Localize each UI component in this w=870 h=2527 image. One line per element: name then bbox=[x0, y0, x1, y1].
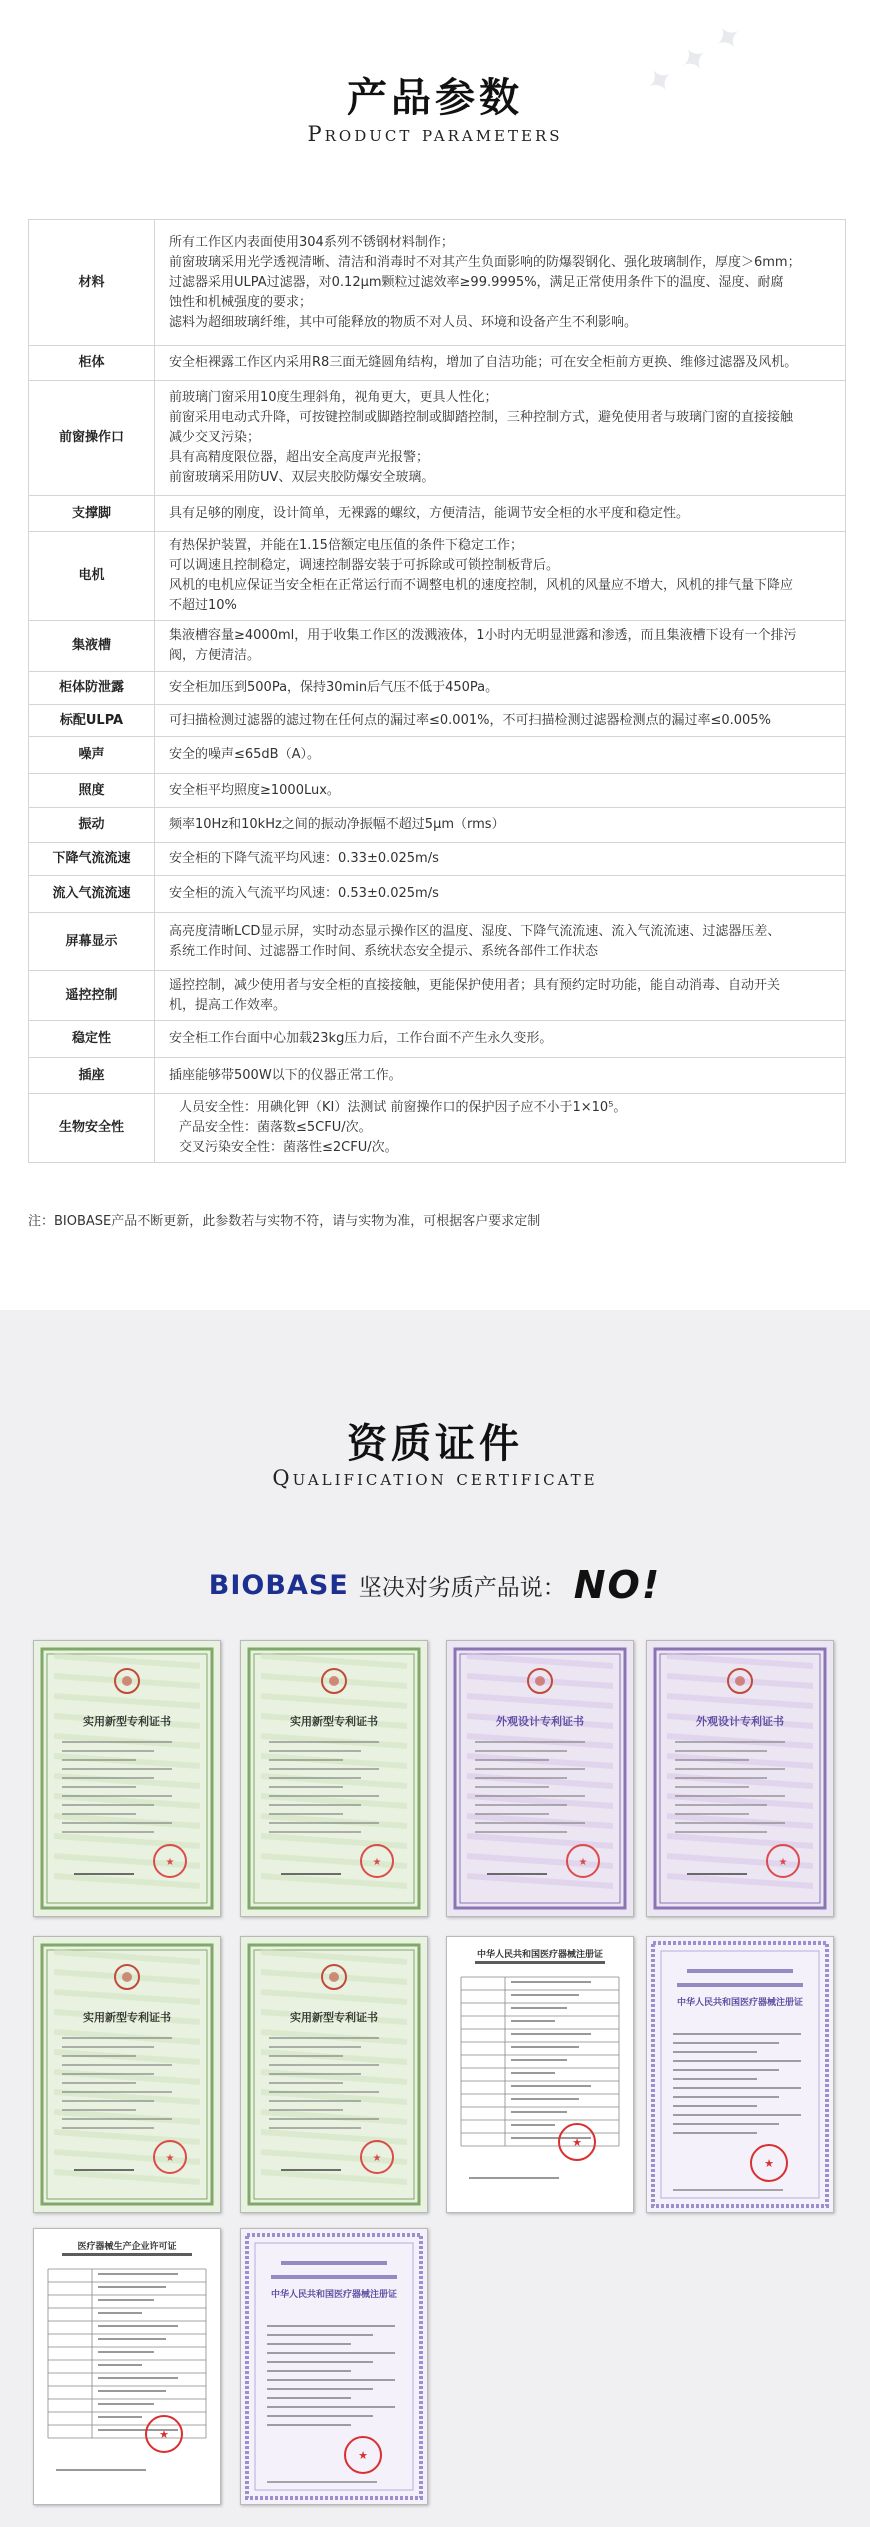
params-row-value bbox=[155, 876, 846, 913]
params-value-line: 产品安全性：菌落数≤5CFU/次。 bbox=[179, 1120, 372, 1135]
params-row bbox=[29, 913, 846, 971]
params-row-value bbox=[155, 346, 846, 381]
brand-logo: BIOBASE bbox=[208, 1569, 349, 1601]
slogan-text: 坚决对劣质产品说： bbox=[358, 1574, 566, 1601]
params-row-value bbox=[155, 496, 846, 532]
params-row bbox=[29, 1058, 846, 1094]
certificate-image bbox=[646, 1936, 834, 2213]
params-value-line: 可以调速且控制稳定，调速控制器安装于可拆除或可锁控制板背后。 bbox=[169, 558, 560, 573]
svg-text:★: ★ bbox=[358, 2449, 368, 2462]
params-row-label: 稳定性 bbox=[29, 1021, 155, 1058]
params-row-value bbox=[155, 843, 846, 876]
params-value-line: 遥控控制，减少使用者与安全柜的直接接触，更能保护使用者；具有预约定时功能，能自动消毒、自动开关 bbox=[169, 977, 781, 993]
params-row-label: 集液槽 bbox=[29, 621, 155, 672]
params-row-label: 流入气流流速 bbox=[29, 876, 155, 913]
params-row-label: 插座 bbox=[29, 1058, 155, 1094]
params-row-label: 电机 bbox=[29, 532, 155, 621]
params-row-label: 振动 bbox=[29, 808, 155, 843]
certificate-title: 外观设计专利证书 bbox=[496, 1715, 584, 1728]
params-row bbox=[29, 496, 846, 532]
params-value-line: 安全柜加压到500Pa，保持30min后气压不低于450Pa。 bbox=[169, 680, 499, 695]
params-row-value bbox=[155, 774, 846, 808]
params-row-value bbox=[155, 672, 846, 705]
params-row-label: 生物安全性 bbox=[29, 1094, 155, 1163]
params-value-line: 人员安全性：用碘化钾（KI）法测试 前窗操作口的保护因子应不小于1×10⁵。 bbox=[179, 1100, 627, 1115]
params-value-line: 机，提高工作效率。 bbox=[169, 997, 287, 1013]
svg-text:★: ★ bbox=[165, 1857, 175, 1868]
params-row-value bbox=[155, 737, 846, 774]
params-subtitle: Product parameters bbox=[307, 122, 563, 146]
certificate-title: 医疗器械生产企业许可证 bbox=[77, 2242, 177, 2252]
params-value-line: 频率10Hz和10kHz之间的振动净振幅不超过5μm（rms） bbox=[169, 817, 505, 832]
params-row bbox=[29, 774, 846, 808]
params-value-line: 安全柜的流入气流平均风速：0.53±0.025m/s bbox=[169, 886, 439, 901]
cert-title: 资质证件 bbox=[347, 1421, 523, 1467]
params-value-line: 前窗玻璃采用光学透视清晰、清洁和消毒时不对其产生负面影响的防爆裂钢化、强化玻璃制作，厚度＞6mm； bbox=[169, 254, 801, 270]
params-row bbox=[29, 705, 846, 737]
svg-text:★: ★ bbox=[764, 2157, 774, 2170]
params-row-value bbox=[155, 971, 846, 1021]
params-row-value bbox=[155, 705, 846, 737]
certificate-image bbox=[33, 1640, 221, 1917]
svg-text:★: ★ bbox=[372, 2153, 382, 2164]
certificate-title: 实用新型专利证书 bbox=[290, 1715, 378, 1728]
cert-subtitle: Qualification certificate bbox=[272, 1466, 598, 1490]
params-row bbox=[29, 971, 846, 1021]
params-row-value bbox=[155, 532, 846, 621]
certificate-title: 中华人民共和国医疗器械注册证 bbox=[270, 2290, 397, 2300]
params-value-line: 安全柜平均照度≥1000Lux。 bbox=[169, 782, 340, 798]
params-value-line: 安全柜的下降气流平均风速：0.33±0.025m/s bbox=[169, 851, 439, 866]
params-note: 注：BIOBASE产品不断更新，此参数若与实物不符，请与实物为准，可根据客户要求定制 bbox=[28, 1214, 541, 1229]
params-row-value bbox=[155, 381, 846, 496]
params-row bbox=[29, 672, 846, 705]
params-value-line: 阀，方便清洁。 bbox=[169, 648, 261, 663]
params-row bbox=[29, 808, 846, 843]
certificate-image bbox=[33, 2228, 221, 2505]
params-value-line: 前窗采用电动式升降，可按键控制或脚踏控制或脚踏控制，三种控制方式，避免使用者与玻璃门窗的直接接触 bbox=[169, 410, 794, 425]
params-value-line: 安全柜工作台面中心加载23kg压力后，工作台面不产生永久变形。 bbox=[169, 1031, 553, 1046]
certificate-title: 中华人民共和国医疗器械注册证 bbox=[676, 1998, 803, 2008]
params-value-line: 减少交叉污染； bbox=[169, 430, 261, 445]
params-row-label: 屏幕显示 bbox=[29, 913, 155, 971]
svg-text:★: ★ bbox=[578, 1857, 588, 1868]
certificate-title: 实用新型专利证书 bbox=[290, 2011, 378, 2024]
params-row bbox=[29, 346, 846, 381]
certificate-image bbox=[240, 2228, 428, 2505]
certificate-image bbox=[446, 1640, 634, 1917]
params-row-label: 噪声 bbox=[29, 737, 155, 774]
params-value-line: 交叉污染安全性：菌落性≤2CFU/次。 bbox=[179, 1140, 398, 1155]
params-table bbox=[28, 219, 846, 1163]
params-row-label: 标配ULPA bbox=[29, 705, 155, 737]
params-value-line: 风机的电机应保证当安全柜在正常运行而不调整电机的速度控制，风机的风量应不增大，风机的排气量下降应 bbox=[169, 578, 794, 593]
params-value-line: 高亮度清晰LCD显示屏，实时动态显示操作区的温度、湿度、下降气流流速、流入气流流速、过滤器压差、 bbox=[169, 923, 781, 939]
svg-text:★: ★ bbox=[572, 2136, 582, 2149]
certificate-image bbox=[646, 1640, 834, 1917]
params-row-value bbox=[155, 808, 846, 843]
slogan-no: NO! bbox=[573, 1563, 662, 1607]
certificate-image bbox=[33, 1936, 221, 2213]
params-row-value bbox=[155, 1058, 846, 1094]
params-value-line: 具有高精度限位器，超出安全高度声光报警； bbox=[169, 450, 430, 465]
params-row-value bbox=[155, 1021, 846, 1058]
params-value-line: 系统工作时间、过滤器工作时间、系统状态安全提示、系统各部件工作状态 bbox=[169, 943, 599, 959]
params-value-line: 集液槽容量≥4000ml，用于收集工作区的泼溅液体，1小时内无明显泄露和渗透，而且集液槽下设有一个排污 bbox=[169, 628, 797, 643]
params-row-label: 遥控控制 bbox=[29, 971, 155, 1021]
params-row bbox=[29, 220, 846, 346]
certificate-image bbox=[240, 1640, 428, 1917]
params-row-value bbox=[155, 220, 846, 346]
svg-text:★: ★ bbox=[778, 1857, 788, 1868]
params-row-value bbox=[155, 621, 846, 672]
certificate-title: 外观设计专利证书 bbox=[696, 1715, 784, 1728]
params-value-line: 可扫描检测过滤器的滤过物在任何点的漏过率≤0.001%，不可扫描检测过滤器检测点的漏过率≤0.005% bbox=[169, 712, 771, 728]
params-row bbox=[29, 737, 846, 774]
params-row-label: 柜体防泄露 bbox=[29, 672, 155, 705]
params-value-line: 具有足够的刚度，设计简单，无裸露的螺纹，方便清洁，能调节安全柜的水平度和稳定性。 bbox=[169, 505, 690, 521]
params-row bbox=[29, 621, 846, 672]
certificate-title: 实用新型专利证书 bbox=[83, 2011, 171, 2024]
params-value-line: 过滤器采用ULPA过滤器，对0.12μm颗粒过滤效率≥99.9995%，满足正常使用条件下的温度、湿度、耐腐 bbox=[169, 274, 784, 290]
certificate-image bbox=[446, 1936, 634, 2213]
params-row bbox=[29, 381, 846, 496]
params-value-line: 蚀性和机械强度的要求； bbox=[169, 294, 313, 310]
params-value-line: 滤料为超细玻璃纤维，其中可能释放的物质不对人员、环境和设备产生不利影响。 bbox=[169, 314, 638, 330]
params-value-line: 前窗玻璃采用防UV、双层夹胶防爆安全玻璃。 bbox=[169, 470, 435, 485]
params-value-line: 安全的噪声≤65dB（A）。 bbox=[169, 747, 320, 762]
params-row bbox=[29, 1094, 846, 1163]
certificate-title: 实用新型专利证书 bbox=[83, 1715, 171, 1728]
params-row-label: 材料 bbox=[29, 220, 155, 346]
params-value-line: 不超过10% bbox=[169, 598, 237, 613]
svg-text:★: ★ bbox=[165, 2153, 175, 2164]
params-value-line: 有热保护装置，并能在1.15倍额定电压值的条件下稳定工作； bbox=[169, 538, 523, 553]
params-row-value bbox=[155, 913, 846, 971]
watermark: ✦ ✦ ✦ bbox=[637, 14, 752, 106]
params-row-label: 柜体 bbox=[29, 346, 155, 381]
certificate-title: 中华人民共和国医疗器械注册证 bbox=[476, 1950, 603, 1960]
params-value-line: 前玻璃门窗采用10度生理斜角，视角更大，更具人性化； bbox=[169, 390, 498, 405]
svg-text:★: ★ bbox=[159, 2428, 169, 2441]
params-row-label: 下降气流流速 bbox=[29, 843, 155, 876]
params-row-value bbox=[155, 1094, 846, 1163]
params-value-line: 安全柜裸露工作区内采用R8三面无缝圆角结构，增加了自洁功能；可在安全柜前方更换、维修过滤器及风机。 bbox=[169, 355, 798, 370]
svg-text:★: ★ bbox=[372, 1857, 382, 1868]
params-title: 产品参数 bbox=[347, 75, 523, 121]
params-row-label: 支撑脚 bbox=[29, 496, 155, 532]
params-value-line: 所有工作区内表面使用304系列不锈钢材料制作； bbox=[169, 234, 454, 250]
params-value-line: 插座能够带500W以下的仪器正常工作。 bbox=[169, 1067, 402, 1083]
certificate-image bbox=[240, 1936, 428, 2213]
params-row bbox=[29, 843, 846, 876]
params-row bbox=[29, 876, 846, 913]
params-row-label: 照度 bbox=[29, 774, 155, 808]
params-row bbox=[29, 532, 846, 621]
params-row-label: 前窗操作口 bbox=[29, 381, 155, 496]
params-row bbox=[29, 1021, 846, 1058]
slogan-banner bbox=[0, 1555, 870, 1615]
